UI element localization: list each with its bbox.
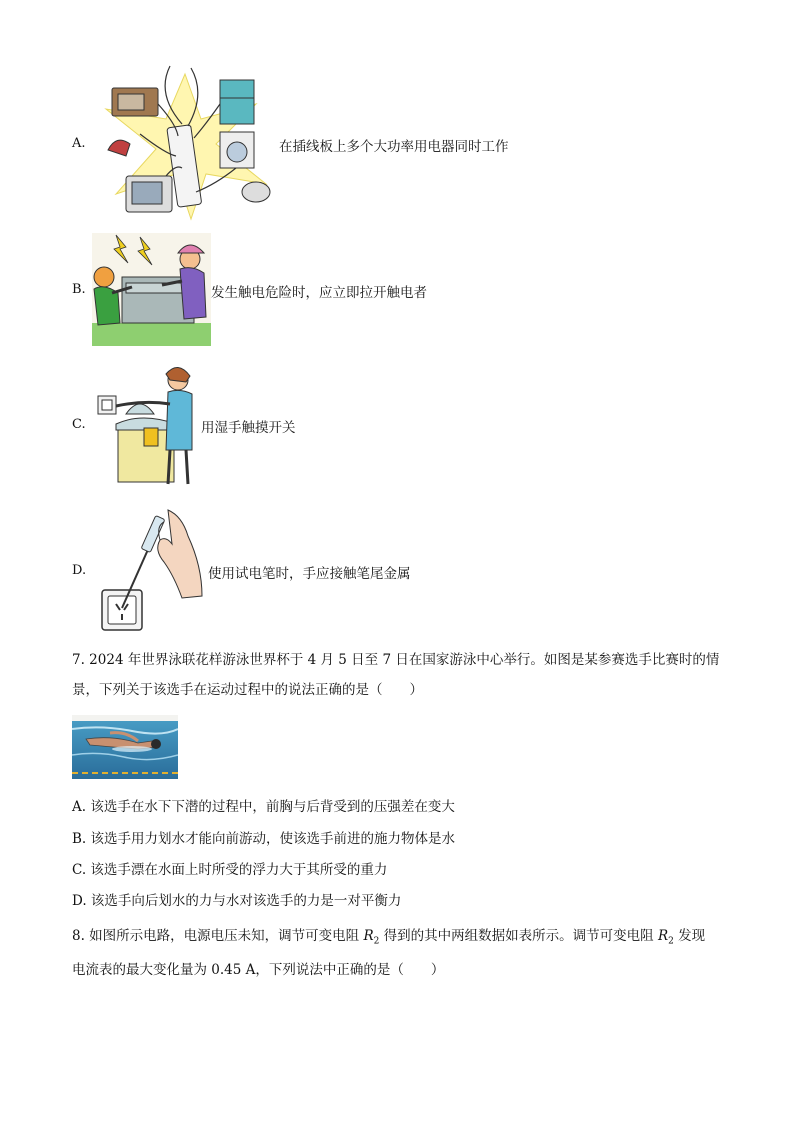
- q8-stem-part3: 发现: [673, 928, 706, 944]
- q8-stem-part1: 8. 如图所示电路，电源电压未知，调节可变电阻: [72, 928, 364, 944]
- wet-hand-switch-illustration: [96, 364, 200, 488]
- option-b-letter: B.: [72, 282, 86, 297]
- option-b-text: 发生触电危险时，应立即拉开触电者: [211, 285, 427, 301]
- q7-choice-b: B. 该选手用力划水才能向前游动，使该选手前进的施力物体是水: [72, 831, 456, 847]
- option-d-letter: D.: [72, 563, 87, 578]
- q7-choice-c: C. 该选手漂在水面上时所受的浮力大于其所受的重力: [72, 862, 388, 878]
- option-a-letter: A.: [72, 136, 86, 151]
- option-d-text: 使用试电笔时，手应接触笔尾金属: [208, 566, 411, 582]
- test-pen-socket-illustration: [98, 506, 204, 634]
- r2-symbol: $R_2$: [363, 928, 380, 947]
- option-c-letter: C.: [72, 417, 86, 432]
- swimmer-photo: [72, 715, 178, 779]
- power-strip-overload-illustration: [96, 64, 274, 224]
- q7-choice-a: A. 该选手在水下下潜的过程中，前胸与后背受到的压强差在变大: [72, 799, 455, 815]
- q7-choice-d: D. 该选手向后划水的力与水对该选手的力是一对平衡力: [72, 893, 402, 909]
- q8-stem-line1: [72, 922, 705, 956]
- q8-stem-line2: 电流表的最大变化量为 0.45 A，下列说法中正确的是（ ）: [72, 962, 445, 978]
- r2-symbol-second: $R_2$: [657, 928, 674, 947]
- q8-stem-part2: 得到的其中两组数据如表所示。调节可变电阻: [379, 928, 658, 944]
- electric-shock-rescue-illustration: [92, 233, 211, 346]
- q7-stem-line1: 7. 2024 年世界泳联花样游泳世界杯于 4 月 5 日至 7 日在国家游泳中心举行。如图是某参赛选手比赛时的情: [72, 652, 720, 668]
- option-c-text: 用湿手触摸开关: [201, 420, 296, 436]
- option-a-text: 在插线板上多个大功率用电器同时工作: [279, 139, 509, 155]
- q7-stem-line2: 景，下列关于该选手在运动过程中的说法正确的是（ ）: [72, 682, 423, 698]
